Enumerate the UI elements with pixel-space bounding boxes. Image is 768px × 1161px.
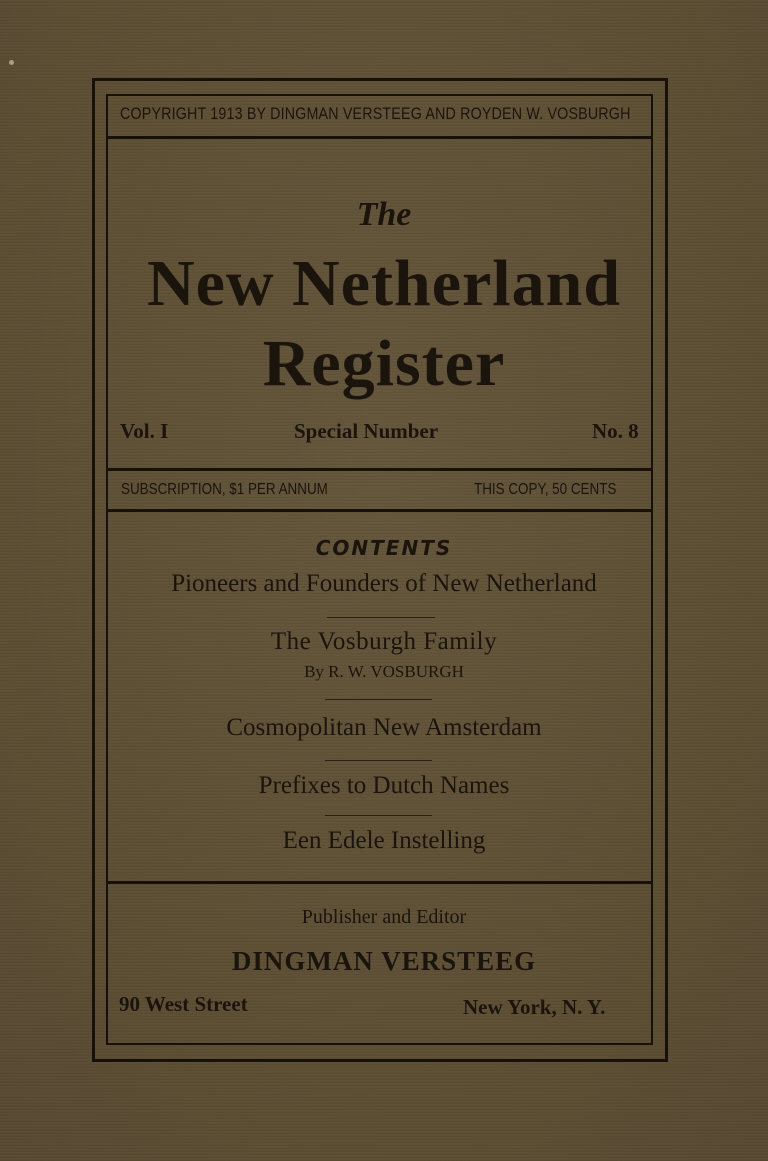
paper-speck <box>9 60 14 65</box>
contents-item-2: The Vosburgh Family <box>270 628 498 655</box>
copyright-line: COPYRIGHT 1913 BY DINGMAN VERSTEEG AND ROYDEN W. VOSBURGH <box>120 104 631 123</box>
subscription-bottom-divider <box>108 509 651 512</box>
subscription-text: SUBSCRIPTION, $1 PER ANNUM <box>121 481 328 498</box>
title-line-1: New Netherland <box>146 247 622 320</box>
volume-label: Vol. I <box>120 419 169 443</box>
publisher-name: DINGMAN VERSTEEG <box>231 946 537 976</box>
publisher-city: New York, N. Y. <box>463 995 606 1019</box>
contents-item-5: Een Edele Instelling <box>282 827 486 854</box>
publisher-address: 90 West Street <box>119 992 248 1016</box>
subscription-top-divider <box>108 468 651 471</box>
contents-separator <box>325 760 432 761</box>
title-line-2: Register <box>262 327 506 400</box>
issue-number-label: No. 8 <box>592 419 639 443</box>
contents-item-4: Prefixes to Dutch Names <box>258 772 510 799</box>
contents-separator <box>325 815 432 816</box>
contents-separator <box>327 617 435 618</box>
publisher-divider <box>108 881 651 884</box>
contents-item-2-byline: By R. W. VOSBURGH <box>304 662 464 681</box>
contents-item-1: Pioneers and Founders of New Netherland <box>171 570 597 597</box>
copyright-divider <box>108 136 651 139</box>
copy-price-text: THIS COPY, 50 CENTS <box>474 481 617 498</box>
publisher-label: Publisher and Editor <box>301 906 467 928</box>
contents-heading: CONTENTS <box>315 536 453 560</box>
contents-item-3: Cosmopolitan New Amsterdam <box>226 714 542 741</box>
issue-type-label: Special Number <box>294 419 439 443</box>
title-the: The <box>356 196 412 233</box>
contents-separator <box>325 699 432 700</box>
